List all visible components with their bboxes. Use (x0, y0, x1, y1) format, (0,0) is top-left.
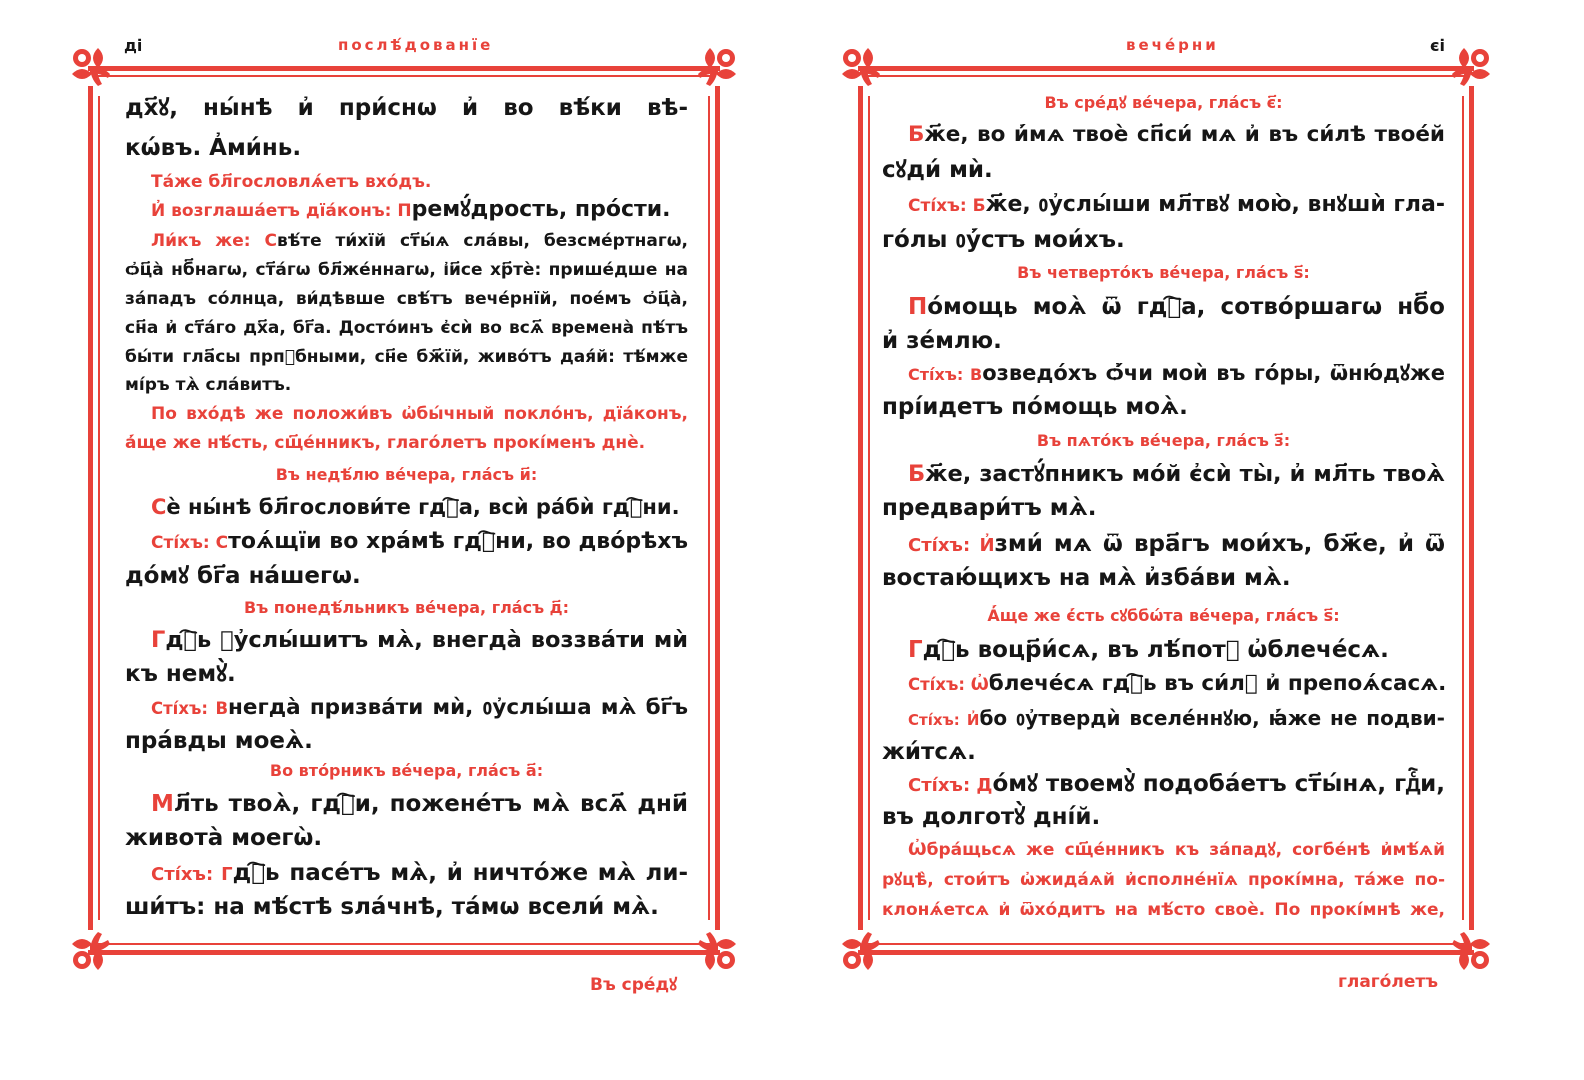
text-line (882, 668, 1445, 700)
rubric-text: По вхо́дѣ же положи́въ ѡ҆бы́чный покло́нъ, дїа́конъ, (151, 404, 688, 424)
rubric-text: Сті́хъ: Ѡ҆ (908, 675, 989, 694)
corner-ornament-icon (1450, 44, 1494, 88)
body-text: въ долготꙋ̀ дні́й. (882, 804, 1101, 830)
body-text: о́мꙋ твоемꙋ̀ подоба́етъ ст҃ы́нѧ, гдⷭ҇и, (992, 771, 1445, 797)
text-line (882, 562, 1445, 594)
corner-ornament-icon (68, 930, 112, 974)
frame-left-inner (98, 96, 100, 920)
frame-bottom-outer (88, 950, 720, 955)
rubric-text: Сті́хъ: С (151, 533, 229, 553)
body-text: ж҃е, застꙋ́пникъ мо́й є҆сѝ ты̀, и҆ мл҃ть твоѧ̀ (925, 461, 1445, 487)
rubric-text: Сті́хъ: И҆ (908, 535, 995, 556)
body-text: бы́ти гла҃сы прпⷣбными, сн҃е бж҃їй, живо́тъ дая́й: тѣ́мже (125, 347, 688, 367)
frame-left-outer (88, 86, 93, 930)
body-text: ши́тъ: на мѣ́стѣ ѕла́чнѣ, та́мѡ всели́ мѧ̀. (125, 894, 659, 920)
rubric-text: Сті́хъ: Б (908, 196, 986, 216)
rubric-text: Въ четверто́къ ве́чера, гла́съ ѕ҃: (1017, 263, 1310, 282)
catchword: Въ сре́дꙋ (590, 975, 678, 995)
rubric-text: Сті́хъ: И҆ (908, 711, 980, 729)
body-text: зми́ мѧ ѿ вра҃гъ мои́хъ, бж҃е, и҆ ѿ (994, 531, 1446, 557)
text-line (125, 788, 688, 820)
body-text: негда̀ призва́ти мѝ, ᲂу҆слы́ша мѧ̀ бг҃ъ (228, 695, 688, 720)
body-text: вѣ́те ти́хїй ст҃ы́ѧ сла́вы, безсме́ртнагѡ, (276, 231, 689, 251)
text-line (125, 857, 688, 889)
corner-ornament-icon (696, 930, 740, 974)
text-line (882, 801, 1445, 833)
rubric-text: Сті́хъ: В (151, 699, 229, 718)
body-text: за́падъ со́лнца, ви́дѣвше свѣ́тъ вече́рнїй, пое́мъ ѻ҆ц҃а̀, (125, 289, 688, 309)
body-text: ж҃е, во и҆́мѧ твоѐ сп҃си́ мѧ и҆ въ си́лѣ твое́й (924, 122, 1445, 147)
body-text: прі́идетъ по́мощь моѧ̀. (882, 394, 1188, 420)
body-text: ѐ ны́нѣ бл҃гослови́те гдⷭ҇а, всѝ ра́бѝ гдⷭ҇ни. (166, 495, 680, 519)
body-text: и҆ зе́млю. (882, 328, 1002, 354)
rubric-line (882, 864, 1445, 896)
rubric-text: Ѡ҆бра́щьсѧ же сщ҃е́нникъ къ за́падꙋ, согбе́нѣ и҆мѣ́ѧй (908, 840, 1445, 860)
text-line (882, 189, 1445, 221)
rubric-line (882, 834, 1445, 866)
corner-ornament-icon (1450, 930, 1494, 974)
body-text: тоѧ́щїи во хра́мѣ гдⷭ҇ни, во дво́рѣхъ (228, 529, 689, 554)
frame-right-inner (1462, 96, 1464, 920)
frame-left-outer (858, 86, 863, 930)
page-number: єі (1430, 36, 1445, 55)
text-line (882, 391, 1445, 423)
text-line (125, 491, 688, 523)
frame-right-inner (708, 96, 710, 920)
text-line (125, 822, 688, 854)
body-text: блече́сѧ гдⷭ҇ь въ си́лꙋ и҆ препоѧ́сасѧ. (988, 671, 1447, 696)
text-line (882, 736, 1445, 768)
text-line (125, 369, 688, 401)
text-line (125, 526, 688, 558)
text-line (882, 291, 1445, 323)
rubric-line (125, 398, 688, 430)
section-heading (125, 592, 688, 624)
corner-ornament-icon (838, 44, 882, 88)
rubric-text: Во вто́рникъ ве́чера, гла́съ а҃: (269, 761, 544, 780)
body-text: живота̀ моегѡ̀. (125, 825, 323, 851)
body-text: сн҃а и҆ ст҃а́го дх҃а, бг҃а. Досто́инъ є҆сѝ во всѧ҃ времена̀ пѣ́тъ (125, 318, 688, 338)
text-line (882, 702, 1445, 734)
body-text: бо ᲂу҆твердѝ вселе́ннꙋю, ꙗ҆́же не подви- (979, 706, 1445, 730)
text-line (125, 92, 688, 124)
text-line (125, 891, 688, 923)
body-text: л҃ть твоѧ̀, гдⷭ҇и, пожене́тъ мѧ̀ всѧ҃ дни҃ (173, 791, 688, 817)
frame-bottom-inner (868, 943, 1464, 945)
section-heading (125, 459, 688, 491)
corner-ornament-icon (838, 930, 882, 974)
rubric-text: Въ сре́дꙋ ве́чера, гла́съ є҃: (1044, 93, 1283, 112)
rubric-text: Г (151, 627, 166, 653)
rubric-text: А҆́ще же є҆́сть сꙋббѡ́та ве́чера, гла́съ ѕ҃: (987, 606, 1340, 625)
body-text: жи́тсѧ. (882, 739, 976, 765)
body-text: дх҃ꙋ, ны́нѣ и҆ при́снѡ и҆ во вѣ́ки вѣ- (125, 95, 688, 121)
rubric-text: Г (908, 637, 923, 663)
frame-top-outer (88, 66, 720, 71)
rubric-text: Сті́хъ: Д (908, 775, 993, 796)
page-number: ді (124, 36, 143, 55)
rubric-text: Ли́къ же: С (151, 231, 277, 251)
text-line (125, 725, 688, 757)
text-line (125, 312, 688, 344)
right-page (792, 0, 1584, 1080)
rubric-text: Въ понедѣ́льникъ ве́чера, гла́съ д҃: (244, 598, 569, 617)
section-heading (882, 600, 1445, 632)
frame-top-outer (858, 66, 1474, 71)
frame-top-inner (98, 75, 710, 77)
corner-ornament-icon (68, 44, 112, 88)
rubric-text: Та́же бл҃гословлѧ́етъ вхо́дъ. (151, 172, 432, 192)
rubric-text: М (151, 791, 174, 817)
body-text: ремꙋ́дрость, про́сти. (411, 197, 671, 222)
frame-right-outer (715, 86, 720, 930)
body-text: о́мощь моѧ̀ ѿ гдⷭ҇а, сотво́ршагѡ нб҃о (927, 294, 1445, 320)
body-text: кѡ́въ. А҆ми́нь. (125, 135, 302, 161)
text-line (125, 254, 688, 286)
rubric-text: Б (908, 461, 926, 487)
rubric-text: Сті́хъ: Г (151, 864, 233, 885)
body-text: востаю́щихъ на мѧ̀ и҆зба́ви мѧ̀. (882, 565, 1291, 591)
rubric-text: Въ пѧто́къ ве́чера, гла́съ з҃: (1036, 431, 1291, 450)
rubric-text: клонѧ́етсѧ и҆ ѿхо́дитъ на мѣ́сто своѐ. По прокі́мнѣ же, (882, 900, 1445, 920)
rubric-text: Б (908, 122, 925, 147)
rubric-text: И҆ возглаша́етъ дїа́конъ: П (151, 201, 412, 221)
body-text: ж҃е, ᲂу҆слы́ши мл҃твꙋ мою̀, внꙋшѝ гла- (985, 192, 1445, 217)
text-line (125, 560, 688, 592)
text-line (882, 768, 1445, 800)
body-text: пра́вды моеѧ̀. (125, 728, 313, 754)
text-line (125, 658, 688, 690)
section-heading (125, 755, 688, 787)
catchword: глаго́летъ (1338, 972, 1438, 992)
rubric-text: П (908, 294, 928, 320)
section-heading (882, 257, 1445, 289)
corner-ornament-icon (696, 44, 740, 88)
frame-bottom-inner (98, 943, 710, 945)
text-line (125, 132, 688, 164)
text-line (882, 357, 1445, 389)
rubric-line (125, 427, 688, 459)
body-text: го́лы ᲂу҆́стъ мои́хъ. (882, 227, 1125, 253)
running-head: послѣ́дованїе (338, 36, 494, 54)
rubric-text: а҆́ще же нѣ́сть, сщ҃е́нникъ, глаго́летъ прокі́менъ днѐ. (125, 433, 646, 453)
body-text: до́мꙋ бг҃а на́шегѡ. (125, 563, 361, 589)
running-head: вече́рни (1126, 36, 1219, 54)
rubric-text: Въ недѣ́лю ве́чера, гла́съ и҃: (275, 465, 538, 484)
body-text: дⷭ҇ь ᲂу҆слы́шитъ мѧ̀, внегда̀ воззва́ти мѝ (165, 627, 688, 653)
body-text: мі́ръ тѧ̀ сла́витъ. (125, 375, 292, 395)
text-line (882, 492, 1445, 524)
text-line (882, 154, 1445, 186)
body-text: озведо́хъ ѻ҆́чи моѝ въ го́ры, ѿню́дꙋже (982, 361, 1445, 385)
body-text: предвари́тъ мѧ̀. (882, 495, 1097, 521)
frame-bottom-outer (858, 950, 1474, 955)
text-line (882, 528, 1445, 560)
section-heading (882, 425, 1445, 457)
rubric-text: С (151, 495, 167, 519)
text-line (882, 224, 1445, 256)
section-heading (882, 87, 1445, 119)
frame-top-inner (868, 75, 1464, 77)
text-line (125, 225, 688, 257)
rubric-line (125, 194, 688, 226)
rubric-text: рꙋцѣ̀, стои́тъ ѡ҆жида́ѧй и҆сполне́нїѧ прокі́мна, та́же по- (882, 870, 1445, 890)
frame-left-inner (868, 96, 870, 920)
body-text: ѻ҆ц҃а̀ нб҃нагѡ, ст҃а́гѡ бл҃же́ннагѡ, і҆и҃се хр҃тѐ: прише́дше на (125, 260, 688, 280)
body-text: дⷭ҇ь воцр҃и́сѧ, въ лѣ́потꙋ ѡ҆блече́сѧ. (922, 637, 1389, 663)
text-line (882, 458, 1445, 490)
text-line (125, 624, 688, 656)
text-line (125, 283, 688, 315)
text-line (125, 692, 688, 724)
rubric-text: Сті́хъ: В (908, 365, 983, 384)
frame-right-outer (1469, 86, 1474, 930)
body-text: дⷭ҇ь пасе́тъ мѧ̀, и҆ ничто́же мѧ̀ ли- (232, 860, 688, 886)
body-text: къ немꙋ̀. (125, 661, 236, 687)
text-line (882, 119, 1445, 151)
text-line (882, 634, 1445, 666)
rubric-line (882, 894, 1445, 926)
body-text: сꙋди́ мѝ. (882, 157, 993, 183)
text-line (882, 325, 1445, 357)
